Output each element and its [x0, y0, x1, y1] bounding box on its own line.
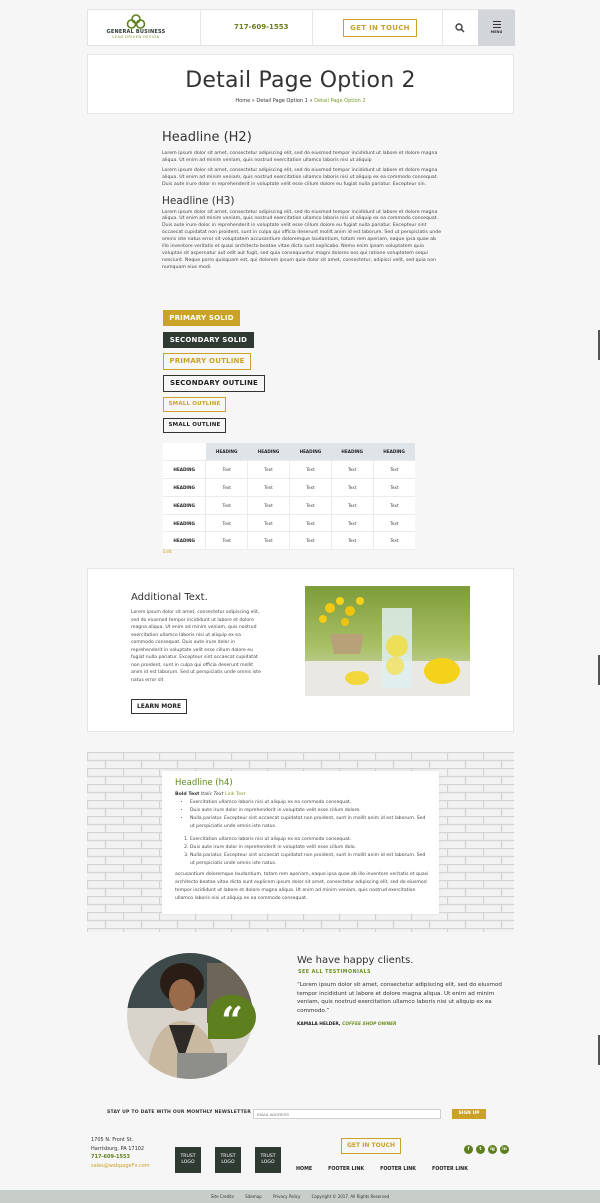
- table-cell: Text: [248, 461, 290, 479]
- table-cell: Text: [206, 479, 248, 497]
- breadcrumb-sep: »: [307, 98, 315, 104]
- table-row-header: HEADING: [163, 514, 206, 532]
- logo-name: GENERAL BUSINESS: [106, 29, 166, 35]
- content-card: [162, 771, 439, 914]
- table-cell: Text: [289, 496, 331, 514]
- footer-address: [91, 1136, 150, 1170]
- author-name: KAMALA HELDER,: [297, 1022, 341, 1027]
- twitter-icon[interactable]: t: [476, 1145, 485, 1154]
- site-credits-link[interactable]: Site Credits: [210, 1194, 234, 1199]
- table-column-header: HEADING: [373, 443, 415, 461]
- table-row-header: HEADING: [163, 461, 206, 479]
- table-cell: Text: [248, 496, 290, 514]
- table-cell: Text: [289, 479, 331, 497]
- footer-link[interactable]: FOOTER LINK: [432, 1167, 468, 1172]
- sitemap-link[interactable]: Sitemap: [245, 1194, 262, 1199]
- additional-section: [87, 568, 514, 732]
- footer-links: [296, 1167, 484, 1172]
- table-edit-link[interactable]: Edit: [163, 550, 172, 555]
- italic-text: Italic Text: [200, 792, 224, 797]
- headline-h2: Headline (H2): [162, 130, 252, 145]
- linkedin-icon[interactable]: in: [500, 1145, 509, 1154]
- privacy-policy-link[interactable]: Privacy Policy: [273, 1194, 301, 1199]
- footer-get-in-touch-button[interactable]: GET IN TOUCH: [341, 1138, 401, 1154]
- page-title: Detail Page Option 2: [185, 68, 416, 93]
- testimonial-author: [297, 1022, 397, 1027]
- list-item: • Duis aute irure dolor in reprehenderit in voluptate velit esse cillum dolore.: [190, 807, 427, 815]
- breadcrumb-parent[interactable]: Detail Page Option 1: [256, 98, 308, 104]
- table-cell: Text: [373, 496, 415, 514]
- main-content: [162, 130, 442, 272]
- site-header: [87, 9, 514, 46]
- additional-text: Lorem ipsum dolor sit amet, consectetur adipiscing elit, sed do eiusmod tempor incididunt ut labore et dolore magna aliqua. Ut enim ad minim veniam, quis nostrud exercitation ullamco laboris nisi ut aliquip ex ea commodo consequat. Duis aute irure dolor in reprehenderit in voluptate velit esse cillum dolore eu fugiat nulla pariatur. Excepteur sint occaecat cupidatat non proident, sunt in culpa qui officia deserunt mollit anim id est laborum. Sed ut perspiciatis unde omnis iste natus error sit: [131, 610, 261, 683]
- table-row-header: HEADING: [163, 479, 206, 497]
- table-cell: Text: [206, 514, 248, 532]
- testimonial-quote: “Lorem ipsum dolor sit amet, consectetur adipiscing elit, sed do eiusmod tempor incididunt ut labore et dolore magna aliqua. Ut enim ad minim veniam, quis nostrud exercitation ullamco laboris nisi ut aliquip ex ea commodo.”: [297, 982, 502, 1014]
- divider: [312, 10, 313, 46]
- list-item: 2. Duis aute irure dolor in reprehenderit in voluptate velit esse cillum dolo.: [190, 844, 427, 852]
- table-column-header: HEADING: [206, 443, 248, 461]
- data-table: [163, 443, 415, 550]
- breadcrumb: [88, 98, 513, 104]
- table-cell: Text: [289, 514, 331, 532]
- table-row: [163, 461, 415, 479]
- sign-up-button[interactable]: SIGN UP: [452, 1109, 486, 1119]
- hamburger-icon: [493, 21, 501, 28]
- bottom-bar: [0, 1190, 600, 1203]
- paragraph: Lorem ipsum dolor sit amet, consectetur adipiscing elit, sed do eiusmod tempor incididunt ut labore et dolore magna aliqua. Ut enim ad minim veniam, quis nostrud exercitation ullamco laboris nisi ut aliquip: [162, 151, 438, 163]
- instagram-icon[interactable]: ig: [488, 1145, 497, 1154]
- table-column-header: HEADING: [289, 443, 331, 461]
- table-cell: Text: [331, 532, 373, 550]
- secondary-solid-button[interactable]: SECONDARY SOLID: [163, 332, 254, 348]
- quote-icon: “: [208, 995, 256, 1039]
- table-cell: Text: [331, 479, 373, 497]
- table-header-row: [163, 443, 415, 461]
- menu-button[interactable]: [478, 10, 515, 46]
- primary-outline-button[interactable]: PRIMARY OUTLINE: [163, 353, 251, 370]
- table-cell: Text: [373, 461, 415, 479]
- brick-section: [87, 752, 514, 932]
- trust-logo: TRUST LOGO: [215, 1147, 241, 1173]
- header-phone[interactable]: 717-609-1553: [234, 23, 289, 31]
- link-text[interactable]: Link Text: [224, 792, 246, 797]
- small-outline-dark-button[interactable]: SMALL OUTLINE: [163, 418, 226, 433]
- table-cell: Text: [331, 514, 373, 532]
- divider: [200, 10, 201, 46]
- testimonial-heading: We have happy clients.: [297, 955, 414, 966]
- paragraph: Lorem ipsum dolor sit amet, consectetur adipiscing elit, sed do eiusmod tempor incididunt ut labore et dolore magna aliqua. Ut enim ad minim veniam, quis nostrud exercitation ullamco laboris nisi ut aliquip ex ea commodo consequat. Duis aute irure dolor in reprehenderit in voluptate velit esse cillum dolore eu fugiat nulla pariatur. Excepteur sin.: [162, 167, 439, 187]
- secondary-outline-button[interactable]: SECONDARY OUTLINE: [163, 375, 265, 392]
- list-item: • Exercitation ullamco laboris nisi ut aliquip ex ea commodo consequat.: [190, 799, 427, 807]
- newsletter-bar: [87, 1104, 514, 1126]
- footer: [0, 1128, 600, 1188]
- get-in-touch-button[interactable]: GET IN TOUCH: [343, 19, 417, 37]
- facebook-icon[interactable]: f: [464, 1145, 473, 1154]
- bullet-list: [187, 799, 427, 831]
- address-line: Harrisburg, PA 17102: [91, 1145, 145, 1152]
- search-icon[interactable]: [455, 23, 465, 33]
- table-cell: Text: [373, 532, 415, 550]
- lemonade-photo: [305, 586, 470, 696]
- table-cell: Text: [373, 514, 415, 532]
- table-cell: Text: [289, 461, 331, 479]
- table-cell: Text: [206, 532, 248, 550]
- breadcrumb-sep: »: [250, 98, 257, 104]
- logo[interactable]: [96, 14, 176, 44]
- footer-link-home[interactable]: HOME: [296, 1167, 313, 1172]
- table-cell: Text: [206, 461, 248, 479]
- table-cell: Text: [206, 496, 248, 514]
- trust-logo: TRUST LOGO: [175, 1147, 201, 1173]
- table-row-header: HEADING: [163, 496, 206, 514]
- table-row: [163, 496, 415, 514]
- additional-title: Additional Text.: [131, 592, 208, 603]
- table-cell: Text: [289, 532, 331, 550]
- author-role: COFFEE SHOP OWNER: [342, 1022, 397, 1027]
- table-column-header: [163, 443, 206, 461]
- table-cell: Text: [373, 479, 415, 497]
- footer-email[interactable]: sales@webpageFx.com: [91, 1162, 150, 1169]
- table-cell: Text: [248, 514, 290, 532]
- breadcrumb-home[interactable]: Home: [235, 98, 251, 104]
- table-column-header: HEADING: [248, 443, 290, 461]
- table-body: [163, 461, 415, 550]
- divider: [442, 10, 443, 46]
- paragraph: Lorem ipsum dolor sit amet, consectetur adipiscing elit, sed do eiusmod tempor incididunt ut labore et dolore magna aliqua. Ut enim ad minim veniam, quis nostrud exercitation ullamco laboris nisi ut aliquip ex ea commodo consequat. Duis aute irure dolor in reprehenderit in voluptate velit esse cillum dolore eu fugiat nulla pariatur. Excepteur sint occaecat cupidatat non proident, sunt in culpa qui officia deserunt mollit anim id est laborum. Sed ut perspiciatis unde omnis iste natus error sit voluptatem accusantium doloremque laudantium, totam rem aperiam, eaque ipsa quae ab illo inventore veritatis et quasi architecto beatae vitae dicta sunt explicabo. Nemo enim ipsam voluptatem quia voluptas sit aspernatur aut odit aut fugit, sed quia consequuntur magni dolores eos qui ratione voluptatem sequi nesciunt. Neque porro quisquam est, qui dolorem ipsum quia dolor sit amet, consectetur, adipisci velit, sed quia non numquam eius modi.: [162, 209, 442, 270]
- table-row: [163, 479, 415, 497]
- headline-h4: Headline (h4): [175, 778, 233, 788]
- page-title-box: [87, 54, 514, 114]
- table-cell: Text: [248, 532, 290, 550]
- breadcrumb-current: Detail Page Option 2: [314, 98, 366, 104]
- bold-text: Bold Text: [175, 792, 200, 797]
- numbered-list: [187, 836, 427, 868]
- footer-phone[interactable]: 717-609-1553: [91, 1154, 130, 1161]
- primary-solid-button[interactable]: PRIMARY SOLID: [163, 310, 240, 326]
- table-row: [163, 532, 415, 550]
- copyright: Copyright © 2017. All Rights Reserved: [311, 1194, 390, 1199]
- table-row-header: HEADING: [163, 532, 206, 550]
- list-item: 3. Nulla pariatur. Excepteur sint occaecat cupidatat non proident, sunt in mollit anim id est laborum. Sed ut perspiciatis unde omnis iste natus.: [190, 852, 427, 868]
- trust-logo: TRUST LOGO: [255, 1147, 281, 1173]
- menu-label: MENU: [490, 29, 503, 34]
- see-all-testimonials-link[interactable]: SEE ALL TESTIMONIALS: [298, 970, 372, 975]
- table-cell: Text: [331, 461, 373, 479]
- learn-more-button[interactable]: LEARN MORE: [131, 699, 187, 714]
- newsletter-label: STAY UP TO DATE WITH OUR MONTHLY NEWSLETTER: [107, 1110, 251, 1115]
- table-column-header: HEADING: [331, 443, 373, 461]
- footer-link[interactable]: FOOTER LINK: [380, 1167, 416, 1172]
- footer-link[interactable]: FOOTER LINK: [328, 1167, 365, 1172]
- list-item: • Nulla pariatur. Excepteur sint occaecat cupidatat non proident, sunt in mollit anim id est laborum. Sed ut perspiciatis unde omnis iste natus.: [190, 815, 427, 831]
- logo-tagline: LEAD DRIVEN DESIGN: [112, 35, 160, 39]
- headline-h3: Headline (H3): [162, 194, 235, 207]
- address-line: 1705 N. Front St.: [91, 1137, 134, 1143]
- testimonial-section: [0, 945, 600, 1095]
- table-cell: Text: [248, 479, 290, 497]
- logo-leaf-icon: [124, 14, 148, 29]
- small-outline-gold-button[interactable]: SMALL OUTLINE: [163, 397, 226, 412]
- email-input[interactable]: [253, 1109, 441, 1119]
- format-samples: [175, 792, 246, 797]
- paragraph: accusantium doloremque laudantium, totam rem aperiam, eaque ipsa quae ab illo inventore veritatis et quasi architecto beatae vitae dicta sunt explicem ipsum dolor sit amet, consectetur adipiscing elit, sed do eiusmod tempor incididunt ut labore et dolore magna aliqua. Ut enim ad minim veniam, quis nostrud exercitation ullamco laboris nisi ut aliquip ex ea commodo consequat.: [175, 872, 429, 901]
- table-row: [163, 514, 415, 532]
- list-item: 1. Exercitation ullamco laboris nisi ut aliquip ex ea commodo consequat.: [190, 836, 427, 844]
- table-cell: Text: [331, 496, 373, 514]
